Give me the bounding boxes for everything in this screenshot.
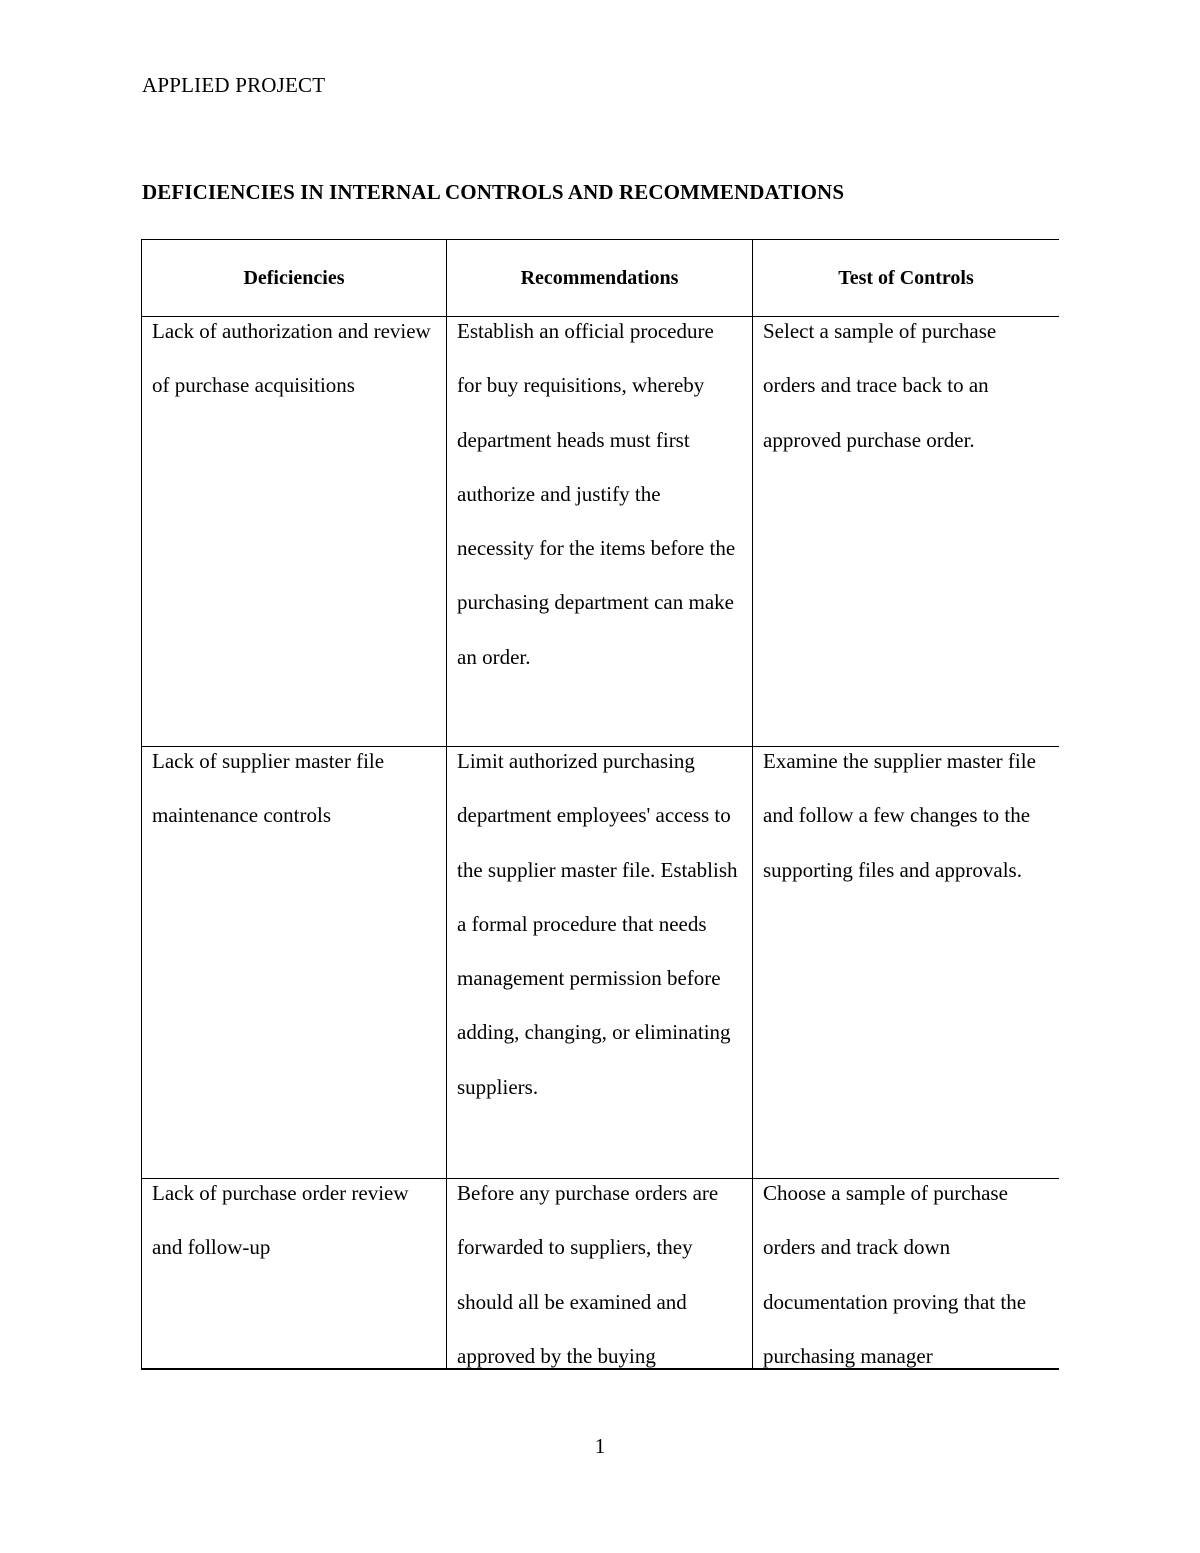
recommendation-text: Before any purchase orders are forwarded to suppliers, they should all be examined and approved by the buying bbox=[457, 1181, 719, 1368]
column-header-test-of-controls: Test of Controls bbox=[753, 240, 1060, 317]
deficiency-text: Lack of purchase order review and follow-up bbox=[152, 1181, 409, 1260]
document-heading: DEFICIENCIES IN INTERNAL CONTROLS AND RECOMMENDATIONS bbox=[142, 180, 845, 204]
column-header-recommendations: Recommendations bbox=[447, 240, 753, 317]
deficiency-text: Lack of supplier master file maintenance controls bbox=[152, 749, 385, 828]
recommendation-text: Limit authorized purchasing department employees' access to the supplier master file. Establish a formal procedure that needs management permission before adding, changing, or eliminating suppliers. bbox=[457, 749, 738, 1099]
test-cell bbox=[753, 1179, 1060, 1371]
test-cell bbox=[753, 747, 1060, 1179]
recommendation-cell bbox=[447, 747, 753, 1179]
deficiency-cell bbox=[142, 317, 447, 747]
table-row bbox=[142, 317, 1060, 747]
recommendation-text: Establish an official procedure for buy requisitions, whereby department heads must first authorize and justify the necessity for the items before the purchasing department can make an order. bbox=[457, 319, 736, 669]
recommendation-cell bbox=[447, 1179, 753, 1371]
deficiency-cell bbox=[142, 1179, 447, 1371]
table-row bbox=[142, 747, 1060, 1179]
column-header-deficiencies: Deficiencies bbox=[142, 240, 447, 317]
controls-table-container bbox=[141, 239, 1059, 1370]
running-head: APPLIED PROJECT bbox=[142, 73, 326, 97]
test-text: Select a sample of purchase orders and trace back to an approved purchase order. bbox=[763, 319, 997, 452]
deficiency-cell bbox=[142, 747, 447, 1179]
recommendation-cell bbox=[447, 317, 753, 747]
deficiency-text: Lack of authorization and review of purchase acquisitions bbox=[152, 319, 431, 398]
table-row bbox=[142, 1179, 1060, 1371]
controls-table bbox=[141, 239, 1059, 1370]
page-number: 1 bbox=[594, 1434, 606, 1458]
test-text: Choose a sample of purchase orders and track down documentation proving that the purchasing manager bbox=[763, 1181, 1027, 1368]
test-text: Examine the supplier master file and follow a few changes to the supporting files and approvals. bbox=[763, 749, 1036, 882]
test-cell bbox=[753, 317, 1060, 747]
